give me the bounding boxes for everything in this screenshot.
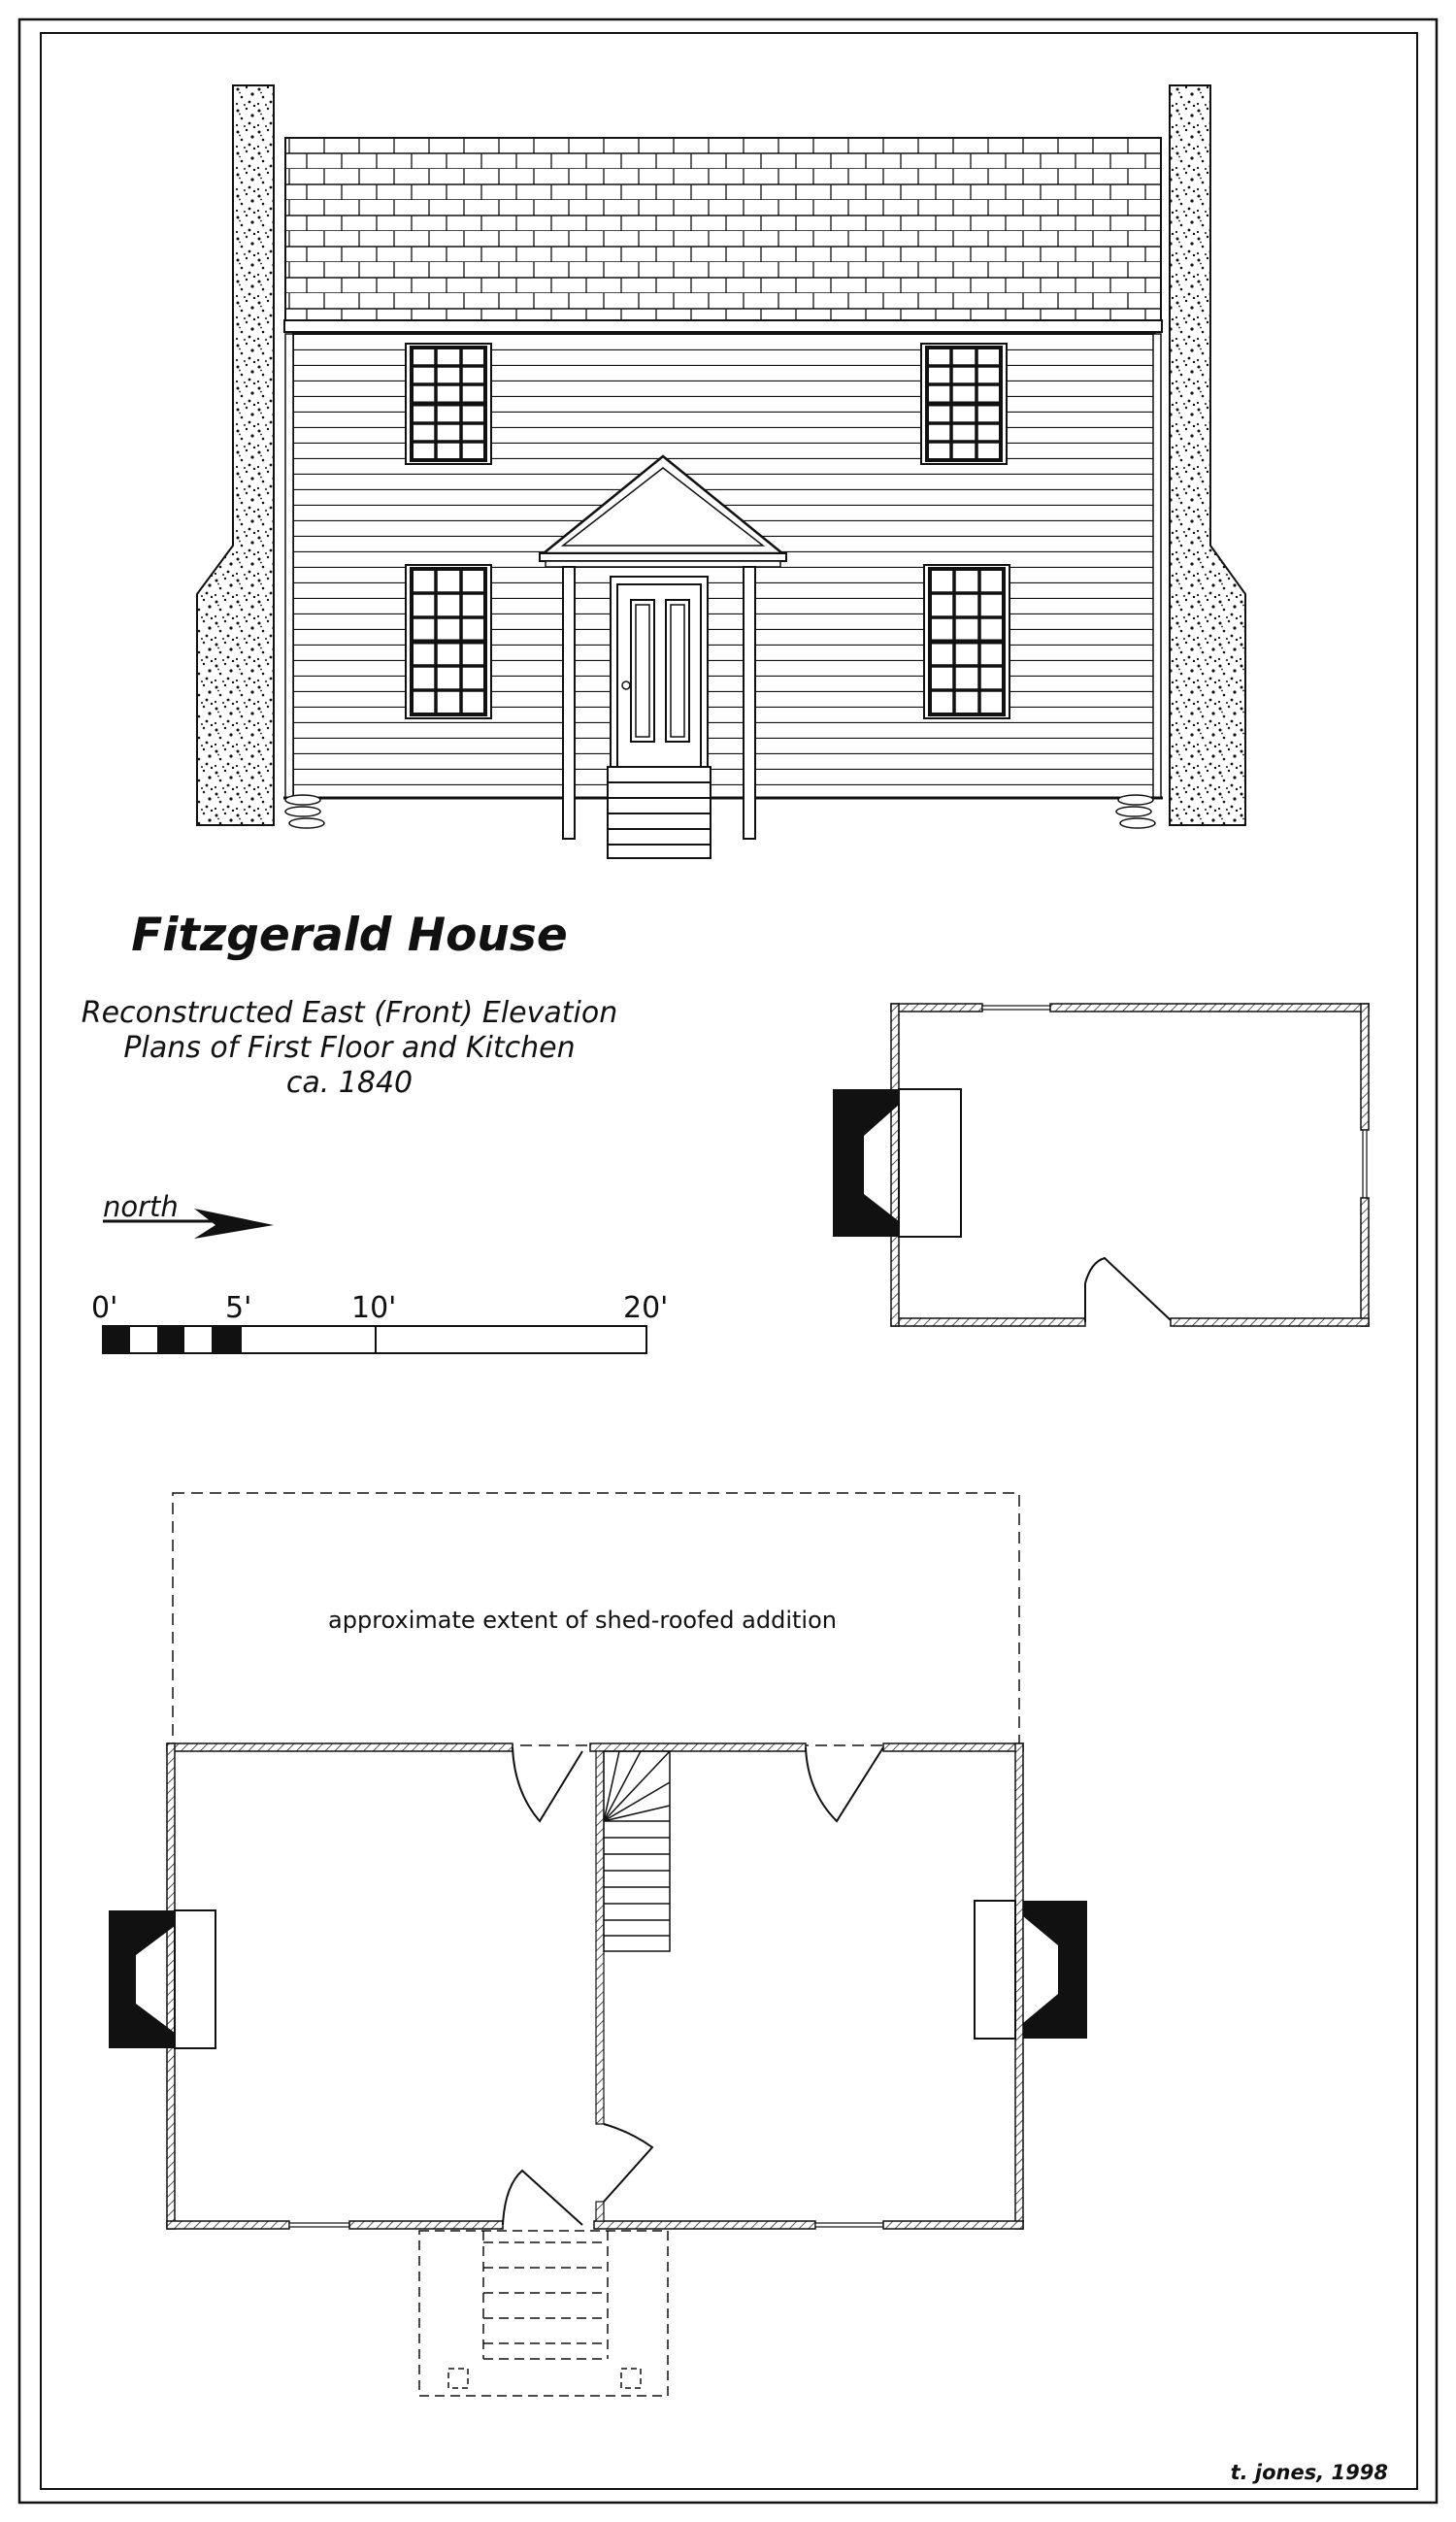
north-label: north xyxy=(103,1190,179,1223)
left-foundation-stones xyxy=(285,795,324,828)
staircase xyxy=(604,1751,670,1951)
window-upper-left xyxy=(406,344,491,464)
kitchen-plan xyxy=(833,1004,1369,1326)
scale-label-10: 10' xyxy=(351,1291,397,1325)
scale-label-0: 0' xyxy=(91,1291,118,1325)
window-upper-right xyxy=(921,344,1007,464)
subtitle-line-2: Plans of First Floor and Kitchen xyxy=(123,1031,576,1065)
kitchen-hearth xyxy=(899,1089,961,1237)
left-chimney-mass xyxy=(109,1910,175,2048)
drawing-title: Fitzgerald House xyxy=(131,909,568,962)
porch-post-footings xyxy=(448,2369,641,2388)
subtitle-line-1: Reconstructed East (Front) Elevation xyxy=(81,996,618,1030)
roof-eave xyxy=(284,320,1162,332)
scale-label-5: 5' xyxy=(225,1291,252,1325)
porch-post-right xyxy=(744,567,755,839)
right-corner-board xyxy=(1153,334,1161,798)
subtitle-line-3: ca. 1840 xyxy=(285,1066,414,1100)
east-elevation xyxy=(197,85,1245,858)
right-chimney xyxy=(1170,85,1245,825)
addition-label: approximate extent of shed-roofed addition xyxy=(328,1607,837,1634)
left-hearth xyxy=(175,1910,215,2048)
porch-post-left xyxy=(563,567,575,839)
left-chimney xyxy=(197,85,274,825)
shingle-roof xyxy=(285,138,1161,322)
left-corner-board xyxy=(285,334,293,798)
right-chimney-mass xyxy=(1023,1901,1087,2039)
window-lower-right xyxy=(924,565,1009,718)
right-foundation-stones xyxy=(1116,795,1155,828)
right-hearth xyxy=(975,1901,1015,2039)
scale-label-20: 20' xyxy=(623,1291,669,1325)
door-knob xyxy=(622,681,630,689)
window-lower-left xyxy=(406,565,491,718)
scale-bar xyxy=(103,1326,646,1353)
front-door xyxy=(611,577,708,767)
drafter-credit: t. jones, 1998 xyxy=(1230,2461,1388,2484)
front-steps xyxy=(608,767,711,858)
kitchen-chimney-mass xyxy=(833,1089,899,1237)
porch-footprint xyxy=(419,2231,668,2396)
